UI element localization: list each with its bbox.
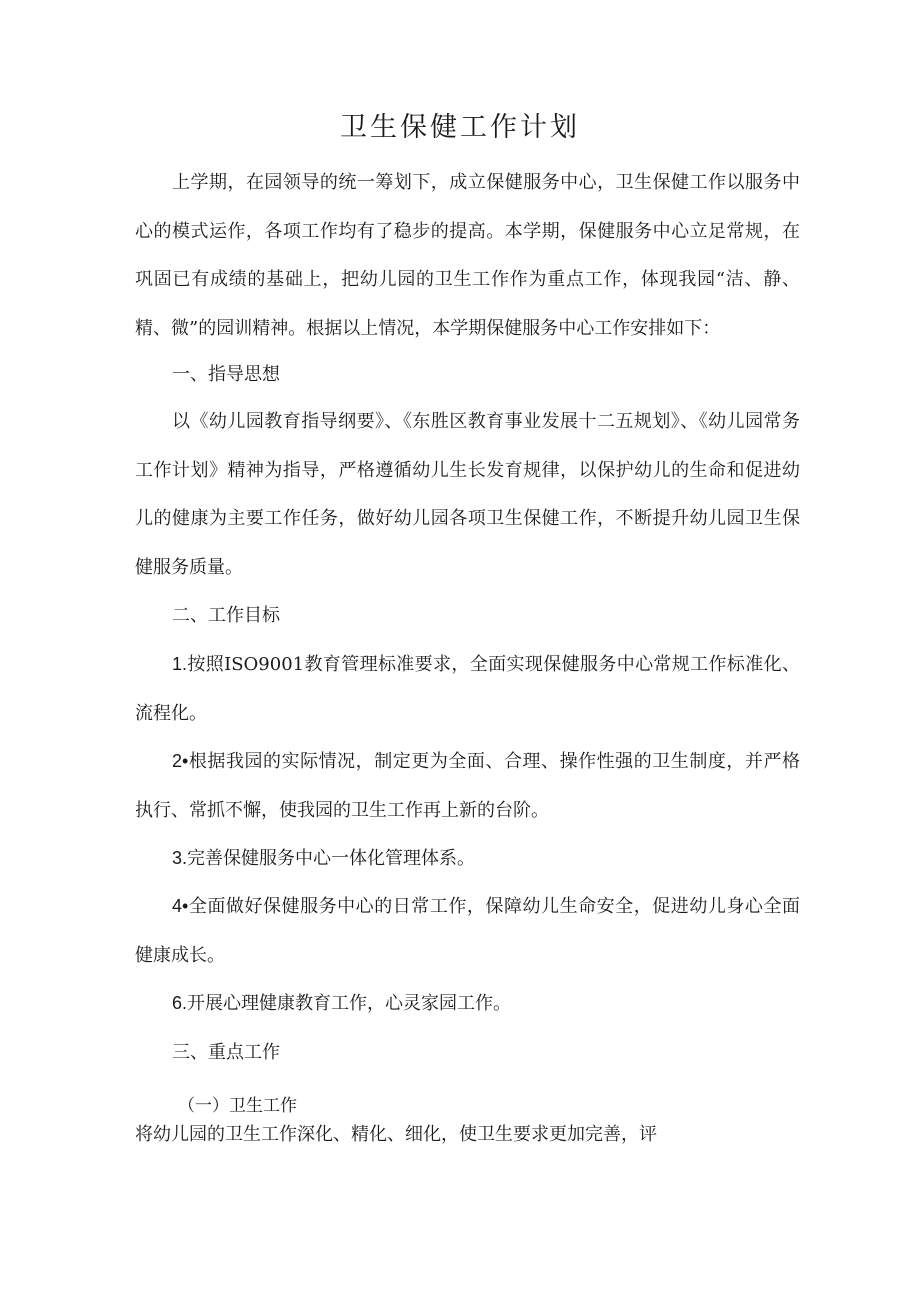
goal-text: 根据我园的实际情况，制定更为全面、合理、操作性强的卫生制度，并严格执行、常抓不懈，使我园的卫生工作再上新的台阶。 — [135, 751, 800, 821]
goal-number: 4• — [172, 896, 189, 916]
goal-text: 按照ISO9001教育管理标准要求，全面实现保健服务中心常规工作标准化、流程化。 — [135, 654, 800, 724]
section-heading-work-goals: 二、工作目标 — [172, 605, 280, 626]
goal-text: 开展心理健康教育工作，心灵家园工作。 — [187, 993, 512, 1014]
goal-number: 2• — [172, 751, 189, 771]
goal-number: 1. — [172, 654, 188, 674]
goal-text: 全面做好保健服务中心的日常工作，保障幼儿生命安全，促进幼儿身心全面健康成长。 — [135, 896, 800, 966]
goal-item-6 — [135, 979, 800, 1029]
guiding-thought-paragraph: 以《幼儿园教育指导纲要》、《东胜区教育事业发展十二五规划》、《幼儿园常务工作计划》精神为指导，严格遵循幼儿生长发育规律，以保护幼儿的生命和促进幼儿的健康为主要工作任务，做好幼儿园各项卫生保健工作，不断提升幼儿园卫生保健服务质量。 — [135, 411, 800, 578]
goal-item-4 — [135, 882, 800, 980]
intro-paragraph: 上学期，在园领导的统一筹划下，成立保健服务中心，卫生保健工作以服务中心的模式运作，各项工作均有了稳步的提高。本学期，保健服务中心立足常规，在巩固已有成绩的基础上，把幼儿园的卫生工作作为重点工作，体现我园“洁、静、精、微”的园训精神。根据以上情况，本学期保健服务中心工作安排如下： — [135, 172, 800, 339]
goal-number: 6. — [172, 993, 188, 1013]
goal-number: 3. — [172, 848, 188, 868]
document-title: 卫生保健工作计划 — [340, 112, 580, 143]
hygiene-paragraph-start: 将幼儿园的卫生工作深化、精化、细化，使卫生要求更加完善，评 — [135, 1124, 657, 1145]
goal-item-2 — [135, 737, 800, 835]
section-heading-guiding-thought: 一、指导思想 — [172, 364, 280, 385]
goal-text: 完善保健服务中心一体化管理体系。 — [187, 848, 476, 869]
goal-item-1 — [135, 640, 800, 738]
subsection-heading-hygiene: （一）卫生工作 — [178, 1096, 297, 1116]
section-heading-key-work: 三、重点工作 — [172, 1042, 280, 1063]
goal-item-3 — [135, 834, 800, 884]
